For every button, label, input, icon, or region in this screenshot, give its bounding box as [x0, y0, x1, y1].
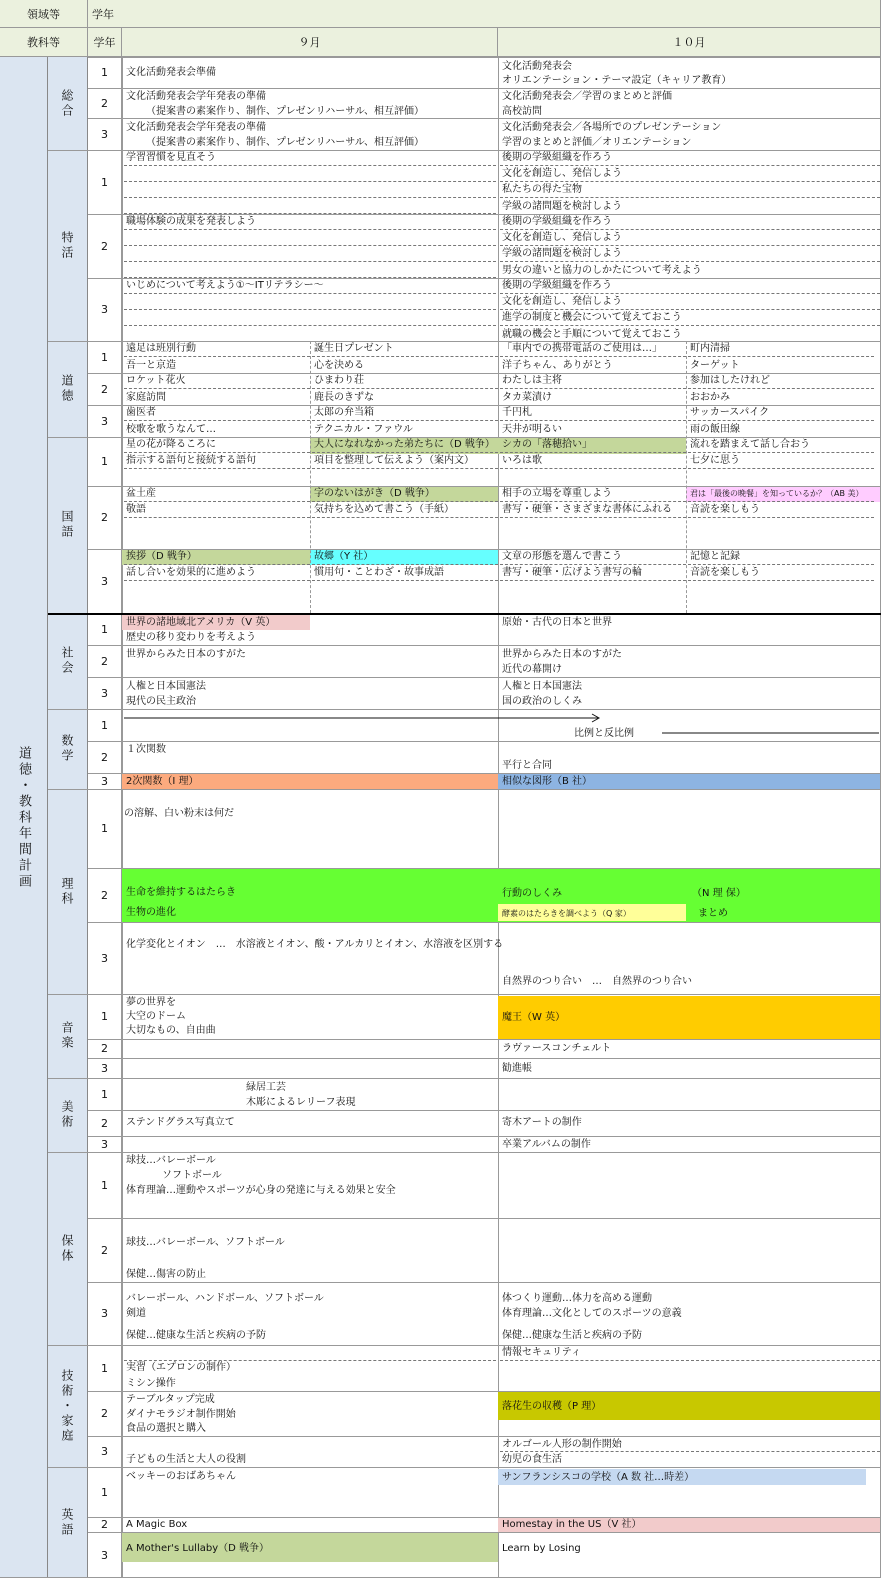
subject-sugaku: 数学 — [48, 709, 88, 789]
grade-cell: 1 — [88, 789, 122, 868]
row-divider — [88, 1058, 881, 1059]
grade-cell: 3 — [88, 405, 122, 437]
row-divider — [48, 341, 881, 342]
header-grade-label: 学年 — [88, 0, 881, 28]
grade-cell: 1 — [88, 1078, 122, 1110]
plan-cell: 星の花が降るころに — [124, 437, 310, 453]
plan-cell: 項目を整理して伝えよう（案内文） — [312, 453, 498, 469]
plan-cell: ソフトボール — [162, 1170, 222, 1181]
plan-cell: サッカースパイク — [688, 405, 874, 421]
plan-cell: 世界からみた日本のすがた — [502, 648, 622, 660]
plan-cell: 学級の諸問題を検討しよう — [502, 200, 622, 212]
plan-cell: 「車内での携帯電話のご使用は…」 — [500, 341, 686, 357]
column-divider — [310, 341, 311, 613]
plan-cell: （提案書の素案作り、制作、プレゼンリハーサル、相互評価） — [146, 136, 424, 148]
math-arrows — [122, 709, 881, 743]
plan-cell: 保健…傷害の防止 — [126, 1268, 206, 1280]
plan-cell: 魔王（W 英） — [502, 1011, 566, 1023]
grade-cell: 1 — [88, 1345, 122, 1391]
plan-cell: 自然界のつり合い … 自然界のつり合い — [502, 975, 692, 987]
plan-cell: オリエンテーション・テーマ設定（キャリア教育） — [502, 74, 732, 86]
header-domain-label: 領域等 — [0, 0, 88, 28]
row-divider — [88, 214, 881, 215]
plan-cell: 近代の幕開け — [502, 663, 562, 675]
subject-rika: 理科 — [48, 789, 88, 994]
plan-cell: 君は「最後の晩餐」を知っているか？（AB 美） — [688, 486, 874, 502]
plan-cell: （提案書の素案作り、制作、プレゼンリハーサル、相互評価） — [146, 105, 424, 117]
plan-cell: 生命を維持するはたらき — [126, 886, 236, 898]
row-divider — [88, 57, 881, 58]
plan-cell: 子どもの生活と大人の役割 — [126, 1453, 246, 1465]
plan-cell: 相似な図形（B 社） — [502, 775, 593, 787]
grade-cell: 2 — [88, 1391, 122, 1436]
plan-cell: 卒業アルバムの制作 — [502, 1138, 591, 1150]
plan-cell: 酵素のはたらきを調べよう（Q 家） — [502, 908, 631, 918]
subject-hotai: 保体 — [48, 1152, 88, 1345]
plan-cell: 文化を創造し、発信しよう — [500, 166, 880, 182]
plan-cell: 球技…バレーボール — [126, 1155, 216, 1166]
side-title: 道徳・教科年間計画 — [0, 57, 48, 1578]
plan-cell: テーブルタップ完成 — [126, 1394, 215, 1405]
empty-line — [124, 326, 496, 342]
plan-cell: （N 理 保） — [692, 887, 746, 899]
plan-cell: 行動のしくみ — [502, 887, 562, 899]
row-divider — [88, 486, 881, 487]
plan-cell: 人権と日本国憲法 — [126, 680, 206, 692]
grade-cell: 1 — [88, 1467, 122, 1517]
subject-tokkatsu: 特活 — [48, 150, 88, 341]
grade-cell: 1 — [88, 57, 122, 88]
plan-cell: 洋子ちゃん、ありがとう — [502, 359, 613, 371]
plan-cell: 現代の民主政治 — [126, 695, 196, 707]
row-divider — [88, 549, 881, 550]
row-divider — [48, 1345, 881, 1346]
plan-cell: 寄木アートの制作 — [502, 1116, 582, 1128]
row-divider — [88, 1039, 881, 1040]
grade-cell: 3 — [88, 278, 122, 341]
plan-cell: 比例と反比例 — [574, 727, 634, 739]
row-divider — [88, 645, 881, 646]
row-divider — [88, 1517, 881, 1518]
subject-ongaku: 音楽 — [48, 994, 88, 1078]
plan-cell: おおかみ — [690, 391, 730, 403]
plan-cell: 実習（エプロンの制作） — [126, 1362, 236, 1373]
grade-cell: 2 — [88, 486, 122, 549]
plan-cell: 進学の制度と機会について覚えておこう — [500, 310, 880, 326]
grade-cell: 2 — [88, 868, 122, 922]
plan-cell: 相手の立場を尊重しよう — [500, 486, 686, 502]
plan-cell: 家庭訪問 — [126, 391, 166, 403]
plan-cell: 体育理論…文化としてのスポーツの意義 — [502, 1307, 682, 1319]
plan-cell: Learn by Losing — [502, 1542, 581, 1554]
plan-cell: 文章の形態を選んで書こう — [500, 549, 686, 565]
grade-cell: 2 — [88, 1039, 122, 1058]
grade-cell: 1 — [88, 437, 122, 486]
plan-cell: いじめについて考えよう①～ITリテラシー～ — [124, 278, 496, 294]
plan-cell: 就職の機会と手順について覚えておこう — [502, 328, 682, 340]
plan-cell: まとめ — [698, 907, 728, 919]
grade-cell: 3 — [88, 1136, 122, 1152]
plan-cell: 文化活動発表会準備 — [126, 66, 216, 78]
plan-cell: 高校訪問 — [502, 105, 542, 117]
plan-cell: 音読を楽しもう — [688, 502, 874, 518]
empty-line — [124, 246, 496, 262]
row-divider — [88, 1218, 881, 1219]
plan-cell: サンフランシスコの学校（A 数 社…時差） — [502, 1471, 695, 1483]
plan-cell: 後期の学級組織を作ろう — [500, 214, 880, 230]
plan-cell: 学習のまとめと評価／オリエンテーション — [502, 136, 692, 148]
plan-cell: 後期の学級組織を作ろう — [500, 150, 880, 166]
row-divider — [48, 613, 881, 615]
row-divider — [88, 1391, 881, 1392]
plan-cell: 字のないはがき（D 戦争） — [312, 486, 498, 502]
grade-cell: 2 — [88, 88, 122, 118]
plan-cell: 国の政治のしくみ — [502, 695, 582, 707]
plan-cell: 学習習慣を見直そう — [124, 150, 496, 166]
plan-cell: 校歌を歌うなんて… — [126, 423, 216, 435]
row-divider — [48, 1078, 881, 1079]
plan-cell: わたしは主将 — [500, 373, 686, 389]
row-divider — [48, 1467, 881, 1468]
row-divider — [88, 773, 881, 774]
empty-line — [124, 182, 496, 198]
plan-cell: 文化活動発表会／各場所でのプレゼンテーション — [502, 121, 722, 133]
plan-cell: 太郎の弁当箱 — [312, 405, 498, 421]
row-divider — [88, 88, 881, 89]
plan-cell: 職場体験の成果を発表しよう — [124, 214, 496, 230]
grade-cell: 2 — [88, 1517, 122, 1532]
plan-cell: 食品の選択と購入 — [126, 1423, 206, 1434]
subject-bijutsu: 美術 — [48, 1078, 88, 1152]
plan-cell: 情報セキュリティ — [500, 1345, 880, 1361]
grade-cell: 2 — [88, 741, 122, 773]
plan-cell: 落花生の収穫（P 理） — [502, 1400, 602, 1412]
plan-cell: A Mother's Lullaby（D 戦争） — [126, 1542, 269, 1554]
grade-cell: 3 — [88, 1058, 122, 1078]
plan-cell: 化学変化とイオン … 水溶液とイオン、酸・アルカリとイオン、水溶液を区別する — [126, 938, 504, 950]
plan-cell: 大切なもの、自由曲 — [126, 1025, 216, 1036]
plan-cell: 故郷（Y 社） — [312, 549, 498, 565]
empty-line — [124, 230, 496, 246]
plan-cell: 学級の諸問題を検討しよう — [500, 246, 880, 262]
empty-line — [124, 294, 496, 310]
plan-cell: A Magic Box — [126, 1519, 188, 1530]
plan-cell: 男女の違いと協力のしかたについて考えよう — [502, 264, 702, 276]
plan-cell: 人権と日本国憲法 — [502, 680, 582, 692]
plan-cell: 天井が明るい — [502, 423, 562, 435]
plan-cell: ロケット花火 — [124, 373, 310, 389]
plan-cell: 参加はしたけれど — [688, 373, 874, 389]
plan-cell: 平行と合同 — [502, 759, 552, 771]
row-divider — [48, 994, 881, 995]
plan-cell: 誕生日プレゼント — [312, 341, 498, 357]
plan-cell: タカ菜漬け — [502, 391, 552, 403]
plan-cell: 歯医者 — [124, 405, 310, 421]
header-subject-label: 教科等 — [0, 28, 88, 57]
header-month-oct: １０月 — [498, 28, 881, 57]
plan-cell: 指示する語句と接続する語句 — [124, 453, 310, 469]
grade-cell: 3 — [88, 773, 122, 789]
empty-line — [124, 166, 496, 182]
row-divider — [88, 405, 881, 406]
plan-cell: 木彫によるレリーフ表現 — [246, 1097, 356, 1108]
plan-cell: 七夕に思う — [688, 453, 874, 469]
plan-cell: 世界の諸地域北アメリカ（V 英） — [126, 616, 276, 628]
plan-cell: 保健…健康な生活と疾病の予防 — [502, 1329, 642, 1341]
plan-cell: 記憶と記録 — [688, 549, 874, 565]
plan-cell: 夢の世界を — [126, 997, 176, 1008]
header-month-sep: ９月 — [122, 28, 498, 57]
plan-cell: 盆土産 — [124, 486, 310, 502]
plan-cell: 文化活動発表会学年発表の準備 — [126, 121, 266, 133]
plan-cell: 勧進帳 — [502, 1062, 532, 1074]
plan-cell: 体つくり運動…体力を高める運動 — [502, 1292, 652, 1304]
row-divider — [88, 1532, 881, 1533]
plan-cell: ダイナモラジオ制作開始 — [126, 1409, 236, 1420]
plan-cell: 2次関数（I 理） — [126, 775, 199, 787]
plan-cell: 原始・古代の日本と世界 — [502, 616, 612, 628]
plan-cell: テクニカル・ファウル — [314, 423, 413, 435]
row-divider — [88, 1282, 881, 1283]
row-divider — [48, 437, 881, 438]
plan-cell: いろは歌 — [500, 453, 686, 469]
plan-cell: １次関数 — [126, 743, 166, 755]
empty-line — [124, 310, 496, 326]
plan-cell: 千円札 — [500, 405, 686, 421]
grade-cell: 1 — [88, 994, 122, 1039]
plan-cell: オルゴール人形の制作開始 — [500, 1437, 880, 1452]
grade-cell: 2 — [88, 373, 122, 405]
plan-cell: ステンドグラス写真立て — [126, 1116, 235, 1128]
plan-cell: バレーボール、ハンドボール、ソフトボール — [126, 1292, 324, 1304]
plan-cell: 生物の進化 — [126, 906, 176, 918]
plan-cell: 幼児の食生活 — [502, 1453, 562, 1465]
plan-cell: 緑居工芸 — [246, 1082, 286, 1093]
subject-gika: 技術・家庭 — [48, 1345, 88, 1467]
grade-cell: 3 — [88, 1532, 122, 1578]
subject-dotoku: 道徳 — [48, 341, 88, 437]
row-divider — [88, 1136, 881, 1137]
plan-cell: 歴史の移り変わりを考えよう — [126, 631, 256, 643]
plan-cell: 鹿長のきずな — [314, 391, 374, 403]
plan-cell: 文化活動発表会／学習のまとめと評価 — [502, 90, 672, 102]
plan-cell: 大空のドーム — [126, 1011, 186, 1022]
plan-cell: Homestay in the US（V 社） — [502, 1519, 642, 1530]
grade-cell: 3 — [88, 1282, 122, 1345]
plan-cell: 話し合いを効果的に進めよう — [124, 565, 310, 581]
grade-cell: 2 — [88, 214, 122, 278]
subject-sogo: 総合 — [48, 57, 88, 150]
grade-cell: 1 — [88, 150, 122, 214]
plan-cell: ターゲット — [690, 359, 740, 371]
row-divider — [48, 150, 881, 151]
grade-cell: 3 — [88, 922, 122, 994]
plan-cell: 保健…健康な生活と疾病の予防 — [126, 1329, 266, 1341]
plan-cell: 書写・硬筆・さまざまな書体にふれる — [500, 502, 686, 518]
row-divider — [88, 1110, 881, 1111]
plan-cell: 文化活動発表会学年発表の準備 — [126, 90, 266, 102]
plan-cell: 心を決める — [314, 359, 364, 371]
row-divider — [48, 1152, 881, 1153]
plan-cell: 球技…バレーボール、ソフトボール — [126, 1236, 285, 1248]
empty-line — [124, 198, 496, 214]
plan-cell: ミシン操作 — [126, 1378, 176, 1389]
plan-cell: 私たちの得た宝物 — [500, 182, 880, 198]
grade-cell: 2 — [88, 1110, 122, 1136]
grade-cell: 3 — [88, 677, 122, 709]
subject-kokugo: 国語 — [48, 437, 88, 613]
plan-cell: 気持ちを込めて書こう（手紙） — [312, 502, 498, 518]
plan-cell: 挨拶（D 戦争） — [124, 549, 310, 565]
subject-eigo: 英語 — [48, 1467, 88, 1578]
grade-cell: 3 — [88, 118, 122, 150]
row-divider — [48, 789, 881, 790]
row-divider — [88, 868, 881, 869]
row-divider — [88, 278, 881, 279]
plan-cell: 剣道 — [126, 1307, 146, 1319]
grade-cell: 1 — [88, 1152, 122, 1218]
row-divider — [88, 1436, 881, 1437]
plan-cell: ベッキーのおばあちゃん — [126, 1470, 236, 1482]
plan-cell: 文化活動発表会 — [502, 60, 572, 72]
plan-cell: ラヴァースコンチェルト — [502, 1042, 612, 1054]
column-divider — [686, 341, 687, 613]
plan-cell: 雨の飯田線 — [690, 423, 740, 435]
grade-cell: 3 — [88, 1436, 122, 1467]
plan-cell: 音読を楽しもう — [688, 565, 874, 581]
plan-cell: 流れを踏まえて話し合おう — [688, 437, 874, 453]
grade-cell: 3 — [88, 549, 122, 613]
plan-cell: 文化を創造し、発信しよう — [500, 230, 880, 246]
plan-cell: 吾一と京造 — [126, 359, 176, 371]
dashed-divider — [124, 1360, 496, 1361]
subject-shakai: 社会 — [48, 613, 88, 709]
grade-cell: 2 — [88, 645, 122, 677]
grade-cell: 1 — [88, 613, 122, 645]
grade-cell: 1 — [88, 709, 122, 741]
grade-cell: 1 — [88, 341, 122, 373]
plan-cell: ひまわり荘 — [312, 373, 498, 389]
plan-cell: 町内清掃 — [688, 341, 874, 357]
row-divider — [88, 118, 881, 119]
grade-cell: 2 — [88, 1218, 122, 1282]
plan-cell: 遠足は班別行動 — [124, 341, 310, 357]
row-divider — [88, 373, 881, 374]
plan-cell: 後期の学級組織を作ろう — [500, 278, 880, 294]
empty-line — [124, 262, 496, 278]
plan-cell: 体育理論…運動やスポーツが心身の発達に与える効果と安全 — [126, 1185, 396, 1196]
plan-cell: 文化を創造し、発信しよう — [500, 294, 880, 310]
row-divider — [88, 677, 881, 678]
plan-cell: 世界からみた日本のすがた — [126, 648, 246, 660]
plan-cell: 書写・硬筆・広げよう書写の輪 — [500, 565, 686, 581]
plan-cell: シカの「落穂拾い」 — [500, 437, 686, 453]
plan-cell: の溶解、白い粉末は何だ — [124, 807, 234, 819]
header-grade-col: 学年 — [88, 28, 122, 57]
plan-cell: 大人になれなかった弟たちに（D 戦争） — [312, 437, 498, 453]
plan-cell: 敬語 — [124, 502, 310, 518]
plan-cell: 慣用句・ことわざ・故事成語 — [312, 565, 498, 581]
row-divider — [88, 922, 881, 923]
